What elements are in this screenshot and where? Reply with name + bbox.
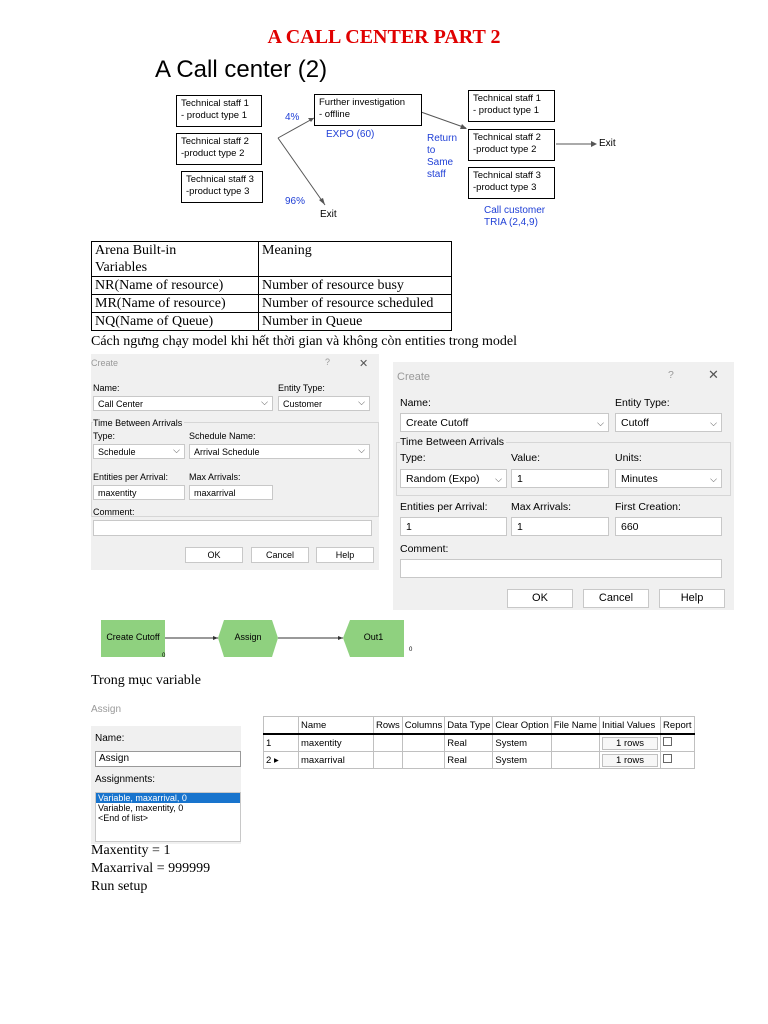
right-staff-box-1: Technical staff 1 - product type 1 bbox=[468, 90, 555, 122]
table-cell: Number in Queue bbox=[259, 313, 452, 331]
columns-cell[interactable] bbox=[402, 752, 445, 769]
variable-heading: Trong mục variable bbox=[91, 673, 201, 688]
flow-node-assign[interactable]: Assign bbox=[234, 632, 262, 642]
table-cell: NQ(Name of Queue) bbox=[92, 313, 259, 331]
type-label: Type: bbox=[400, 452, 426, 464]
exit-right-label: Exit bbox=[599, 138, 616, 149]
name-value: Call Center bbox=[98, 399, 144, 409]
first-creation-label: First Creation: bbox=[615, 501, 681, 513]
name-label: Name: bbox=[93, 383, 120, 393]
schedule-name-value: Arrival Schedule bbox=[194, 447, 260, 457]
type-label: Type: bbox=[93, 431, 116, 441]
note-run-setup: Run setup bbox=[91, 879, 148, 894]
return-label: Return to Same staff bbox=[427, 133, 458, 180]
page-title: A CALL CENTER PART 2 bbox=[267, 26, 501, 48]
list-item[interactable]: <End of list> bbox=[98, 813, 149, 823]
flow-node-out1[interactable]: Out1 bbox=[363, 632, 384, 642]
max-arrivals-field[interactable]: maxarrival bbox=[189, 485, 273, 500]
schedule-name-label: Schedule Name: bbox=[189, 431, 256, 441]
variable-spreadsheet bbox=[263, 716, 695, 769]
report-checkbox[interactable] bbox=[663, 754, 672, 763]
row-number bbox=[264, 752, 299, 769]
entities-per-arrival-label: Entities per Arrival: bbox=[93, 472, 169, 482]
flow-counter: 0 bbox=[162, 653, 166, 659]
comment-label: Comment: bbox=[93, 507, 135, 517]
further-investigation-box: Further investigation - offline bbox=[314, 94, 422, 126]
max-arrivals-label: Max Arrivals: bbox=[189, 472, 241, 482]
assign-dialog bbox=[91, 704, 241, 844]
report-cell[interactable] bbox=[661, 734, 695, 752]
close-icon[interactable]: ✕ bbox=[708, 367, 719, 382]
units-value: Minutes bbox=[621, 473, 658, 485]
cancel-button[interactable]: Cancel bbox=[583, 589, 649, 608]
right-staff-box-3: Technical staff 3 -product type 3 bbox=[468, 167, 555, 199]
initial-values-cell[interactable] bbox=[600, 752, 661, 769]
row-number-value: 1 bbox=[266, 737, 272, 749]
file-name-cell[interactable] bbox=[551, 752, 599, 769]
list-item[interactable]: Variable, maxarrival, 0 bbox=[96, 793, 240, 803]
entity-type-value: Cutoff bbox=[621, 417, 649, 429]
chevron-down-icon: ⌵ bbox=[597, 418, 604, 428]
note-maxentity: Maxentity = 1 bbox=[91, 843, 171, 858]
initial-values-button[interactable]: 1 rows bbox=[602, 737, 658, 750]
table-header-cell[interactable]: Columns bbox=[402, 717, 445, 735]
table-header-cell[interactable]: Report bbox=[661, 717, 695, 735]
entity-type-value: Customer bbox=[283, 399, 323, 409]
assignments-list[interactable] bbox=[95, 792, 241, 842]
entities-per-arrival-field[interactable]: maxentity bbox=[93, 485, 185, 500]
table-cell: Number of resource busy bbox=[259, 277, 452, 295]
list-item[interactable]: Variable, maxentity, 0 bbox=[98, 803, 184, 813]
left-staff-box-3: Technical staff 3 -product type 3 bbox=[181, 171, 263, 203]
table-header-cell[interactable]: Data Type bbox=[445, 717, 493, 735]
columns-cell[interactable] bbox=[402, 734, 445, 752]
name-label: Name: bbox=[400, 397, 431, 409]
chevron-down-icon: ⌵ bbox=[495, 474, 502, 484]
dialog-title: Assign bbox=[91, 704, 122, 715]
tba-label: Time Between Arrivals bbox=[93, 418, 183, 428]
table-row[interactable] bbox=[264, 752, 695, 769]
type-value: Schedule bbox=[98, 447, 136, 457]
clear-option-cell[interactable]: System bbox=[493, 734, 551, 752]
help-icon[interactable]: ? bbox=[325, 357, 331, 367]
pct-4-label: 4% bbox=[285, 112, 300, 123]
data-type-cell[interactable]: Real bbox=[445, 734, 493, 752]
rows-cell[interactable] bbox=[374, 752, 403, 769]
chevron-down-icon: ⌵ bbox=[358, 445, 365, 455]
value-field[interactable]: 1 bbox=[511, 469, 609, 488]
table-header-cell[interactable]: Rows bbox=[374, 717, 403, 735]
tba-label: Time Between Arrivals bbox=[400, 436, 505, 448]
dialog-title: Create bbox=[397, 371, 431, 383]
expo-label: EXPO (60) bbox=[326, 129, 375, 140]
chevron-down-icon: ⌵ bbox=[710, 418, 717, 428]
left-staff-box-2: Technical staff 2 -product type 2 bbox=[176, 133, 262, 165]
initial-values-cell[interactable] bbox=[600, 734, 661, 752]
note-maxarrival: Maxarrival = 999999 bbox=[91, 861, 211, 876]
vietnamese-instruction: Cách ngưng chạy model khi hết thời gian và không còn entities trong model bbox=[91, 334, 517, 349]
value-label: Value: bbox=[511, 452, 540, 464]
name-field[interactable]: Assign bbox=[95, 751, 241, 767]
close-icon[interactable]: ✕ bbox=[359, 358, 369, 370]
units-label: Units: bbox=[615, 452, 642, 464]
entities-per-arrival-field[interactable]: 1 bbox=[400, 517, 507, 536]
first-creation-field[interactable]: 660 bbox=[615, 517, 722, 536]
pct-96-label: 96% bbox=[285, 196, 306, 207]
help-button[interactable]: Help bbox=[659, 589, 725, 608]
cancel-button[interactable]: Cancel bbox=[251, 547, 309, 563]
help-button[interactable]: Help bbox=[316, 547, 374, 563]
row-arrow-icon: ▸ bbox=[273, 754, 279, 766]
chevron-down-icon: ⌵ bbox=[173, 445, 180, 455]
clear-option-cell[interactable]: System bbox=[493, 752, 551, 769]
initial-values-button[interactable]: 1 rows bbox=[602, 754, 658, 767]
comment-label: Comment: bbox=[400, 543, 449, 555]
ok-button[interactable]: OK bbox=[507, 589, 573, 608]
file-name-cell[interactable] bbox=[551, 734, 599, 752]
table-header-cell[interactable]: File Name bbox=[551, 717, 599, 735]
max-arrivals-label: Max Arrivals: bbox=[511, 501, 572, 513]
type-value: Random (Expo) bbox=[406, 473, 480, 485]
table-cell: NR(Name of resource) bbox=[92, 277, 259, 295]
table-cell: Number of resource scheduled bbox=[259, 295, 452, 313]
name-label: Name: bbox=[95, 733, 125, 744]
table-header-cell: Arena Built-in Variables bbox=[92, 242, 259, 277]
ok-button[interactable]: OK bbox=[185, 547, 243, 563]
table-header-cell bbox=[264, 717, 299, 735]
name-cell[interactable]: maxentity bbox=[299, 734, 374, 752]
table-header-cell[interactable]: Initial Values bbox=[600, 717, 661, 735]
exit-bottom-label: Exit bbox=[320, 209, 337, 220]
chevron-down-icon: ⌵ bbox=[261, 397, 268, 407]
right-staff-box-2: Technical staff 2 -product type 2 bbox=[468, 129, 555, 161]
row-number bbox=[264, 734, 299, 752]
chevron-down-icon: ⌵ bbox=[710, 474, 717, 484]
table-header-cell[interactable]: Name bbox=[299, 717, 374, 735]
assignments-label: Assignments: bbox=[95, 774, 156, 785]
table-row[interactable] bbox=[264, 734, 695, 752]
data-type-cell[interactable]: Real bbox=[445, 752, 493, 769]
entity-type-label: Entity Type: bbox=[615, 397, 670, 409]
slide-title: A Call center (2) bbox=[155, 56, 328, 83]
call-customer-label: Call customer TRIA (2,4,9) bbox=[484, 205, 546, 228]
report-cell[interactable] bbox=[661, 752, 695, 769]
name-value: Create Cutoff bbox=[406, 417, 469, 429]
table-cell: MR(Name of resource) bbox=[92, 295, 259, 313]
flow-node-create-cutoff[interactable]: Create Cutoff bbox=[106, 632, 160, 642]
max-arrivals-field[interactable]: 1 bbox=[511, 517, 609, 536]
row-number-value: 2 bbox=[266, 754, 272, 766]
chevron-down-icon: ⌵ bbox=[358, 397, 365, 407]
flow-counter: 0 bbox=[409, 647, 413, 653]
table-header-row bbox=[264, 717, 695, 735]
dialog-title: Create bbox=[91, 358, 119, 368]
table-header-cell[interactable]: Clear Option bbox=[493, 717, 551, 735]
entities-per-arrival-label: Entities per Arrival: bbox=[400, 501, 488, 513]
help-icon[interactable]: ? bbox=[668, 369, 674, 381]
report-checkbox[interactable] bbox=[663, 737, 672, 746]
left-staff-box-1: Technical staff 1 - product type 1 bbox=[176, 95, 262, 127]
name-cell[interactable]: maxarrival bbox=[299, 752, 374, 769]
entity-type-label: Entity Type: bbox=[278, 383, 325, 393]
rows-cell[interactable] bbox=[374, 734, 403, 752]
table-header-cell: Meaning bbox=[259, 242, 452, 277]
